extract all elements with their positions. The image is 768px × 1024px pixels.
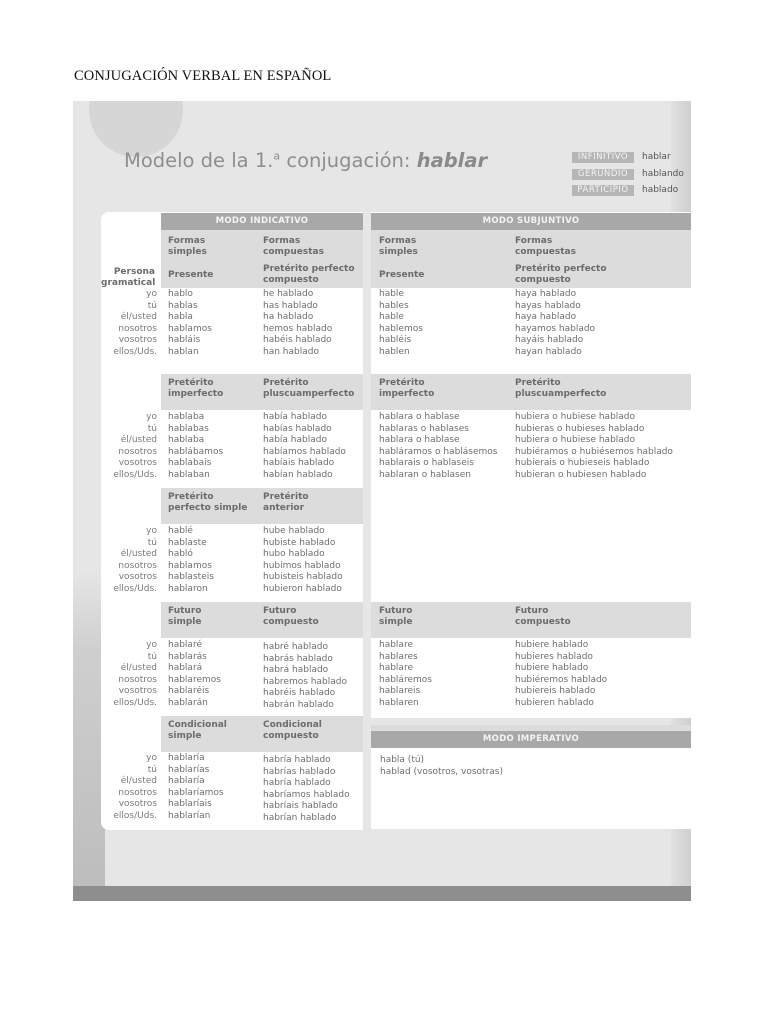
conjugation-compound: hayamos hablado	[515, 323, 596, 334]
pronoun: vosotros	[118, 458, 157, 468]
conjugation-compound: hubieras o hubieses hablado	[515, 423, 645, 434]
pronoun: vosotros	[118, 799, 157, 809]
conjugation-compound: hubiéremos hablado	[515, 674, 608, 685]
conjugation-compound: haya hablado	[515, 289, 577, 299]
conjugation-compound: había hablado	[263, 412, 327, 422]
pronoun: ellos/Uds.	[113, 583, 157, 594]
conjugation-compound: hubiste hablado	[263, 537, 336, 548]
conjugation-simple: hablaréis	[168, 686, 210, 696]
conjugation-simple: hablaba	[168, 412, 205, 422]
conjugation-simple: hablaste	[168, 537, 207, 548]
column-header-simple: Formas simples	[379, 236, 418, 257]
subjuntivo-header: MODO SUBJUNTIVO	[371, 213, 691, 230]
conjugation-simple: hablaron	[168, 583, 208, 594]
conjugation-simple: hablé	[168, 526, 193, 536]
conjugation-simple: hablasteis	[168, 572, 214, 582]
conjugation-simple: hablara o hablase	[379, 435, 460, 445]
conjugation-simple: hablaría	[168, 753, 205, 763]
form-label: PARTICIPIO	[572, 185, 634, 196]
conjugation-simple: hable	[379, 289, 404, 299]
conjugation-compound: habríamos hablado	[263, 789, 350, 800]
conjugation-simple: hablen	[379, 346, 410, 357]
pronoun: ellos/Uds.	[113, 810, 157, 821]
conjugation-compound: habría hablado	[263, 778, 331, 788]
conjugation-simple: hablares	[379, 651, 418, 662]
tense-label-simple: Pretérito perfecto simple	[168, 492, 248, 513]
conjugation-simple: hablare	[379, 640, 413, 650]
tense-label-compound: Condicional compuesto	[263, 720, 322, 741]
tense-label-simple: Presente	[379, 270, 425, 280]
pronoun: yo	[146, 526, 157, 536]
conjugation-compound: hubierais o hubieseis hablado	[515, 458, 650, 468]
conjugation-compound: habrían hablado	[263, 812, 337, 823]
pronoun: nosotros	[118, 787, 157, 798]
tense-label-compound: Futuro compuesto	[515, 606, 571, 627]
conjugation-compound: habrías hablado	[263, 766, 336, 777]
tense-label-simple: Pretérito imperfecto	[379, 378, 435, 399]
conjugation-compound: habremos hablado	[263, 676, 347, 687]
form-value: hablando	[642, 168, 684, 179]
conjugation-simple: hablaras o hablases	[379, 423, 469, 434]
conjugation-simple: habla	[168, 312, 193, 322]
conjugation-compound: hubieron hablado	[263, 583, 342, 594]
conjugation-simple: hablaré	[168, 640, 202, 650]
tense-label-simple: Pretérito imperfecto	[168, 378, 224, 399]
conjugation-simple: hablo	[168, 289, 193, 299]
conjugation-compound: habíais hablado	[263, 458, 335, 468]
conjugation-compound: hubiere hablado	[515, 640, 589, 650]
tense-label-compound: Pretérito perfecto compuesto	[263, 264, 355, 285]
conjugation-compound: hubimos hablado	[263, 560, 341, 571]
subjuntivo-panel	[371, 212, 691, 718]
conjugation-compound: hubo hablado	[263, 549, 325, 559]
conjugation-simple: hables	[379, 300, 409, 311]
model-verb: hablar	[416, 149, 488, 172]
conjugation-compound: ha hablado	[263, 312, 314, 322]
imperativo-header: MODO IMPERATIVO	[371, 731, 691, 748]
conjugation-simple: hablará	[168, 663, 203, 673]
page-title: CONJUGACIÓN VERBAL EN ESPAÑOL	[74, 68, 332, 84]
column-header-simple: Formas simples	[168, 236, 207, 257]
pronoun: nosotros	[118, 323, 157, 334]
column-header-compound: Formas compuestas	[515, 236, 576, 257]
conjugation-simple: hablaríamos	[168, 787, 224, 798]
form-value: hablar	[642, 152, 671, 162]
conjugation-compound: hayáis hablado	[515, 335, 584, 345]
conjugation-simple: hable	[379, 312, 404, 322]
model-title-sup: a	[273, 149, 281, 163]
conjugation-simple: hablaremos	[168, 674, 221, 685]
indicativo-header: MODO INDICATIVO	[161, 213, 363, 230]
model-title	[124, 149, 487, 172]
pronoun: nosotros	[118, 674, 157, 685]
conjugation-compound: hubisteis hablado	[263, 572, 343, 582]
pronoun: nosotros	[118, 446, 157, 457]
pronoun: él/usted	[120, 549, 157, 559]
persona-label: Persona gramatical	[101, 267, 156, 288]
pronoun: él/usted	[120, 312, 157, 322]
pronoun: él/usted	[120, 776, 157, 786]
pronoun: vosotros	[118, 572, 157, 582]
pronoun: él/usted	[120, 435, 157, 445]
conjugation-simple: hablarais o hablaseis	[379, 458, 474, 468]
conjugation-compound: hemos hablado	[263, 323, 333, 334]
imperativo-line: hablad (vosotros, vosotras)	[380, 767, 503, 777]
conjugation-compound: había hablado	[263, 435, 327, 445]
conjugation-simple: habléis	[379, 335, 412, 345]
conjugation-compound: habíamos hablado	[263, 446, 346, 457]
pronoun: tú	[147, 651, 157, 662]
conjugation-simple: hablaría	[168, 776, 205, 786]
tense-label-compound: Pretérito perfecto compuesto	[515, 264, 607, 285]
conjugation-compound: hubiéramos o hubiésemos hablado	[515, 446, 673, 457]
conjugation-compound: han hablado	[263, 346, 319, 357]
conjugation-simple: hablamos	[168, 560, 212, 571]
conjugation-simple: habláremos	[379, 674, 432, 685]
conjugation-compound: habías hablado	[263, 423, 332, 434]
form-label: INFINITIVO	[572, 152, 634, 163]
conjugation-compound: habré hablado	[263, 642, 328, 652]
conjugation-simple: hablarás	[168, 651, 207, 662]
imperativo-panel	[371, 725, 691, 829]
conjugation-simple: hablaríais	[168, 799, 212, 809]
pronoun: ellos/Uds.	[113, 697, 157, 708]
pronoun: tú	[147, 300, 157, 311]
pronoun: tú	[147, 537, 157, 548]
pronoun: vosotros	[118, 686, 157, 696]
pronoun: vosotros	[118, 335, 157, 345]
pronoun: tú	[147, 423, 157, 434]
conjugation-compound: has hablado	[263, 300, 318, 311]
conjugation-compound: hube hablado	[263, 526, 325, 536]
conjugation-simple: hablamos	[168, 323, 212, 334]
scanned-page	[73, 101, 691, 901]
tense-label-simple: Futuro simple	[168, 606, 202, 627]
form-value: hablado	[642, 185, 679, 195]
conjugation-simple: hablaren	[379, 697, 419, 708]
conjugation-simple: hablarías	[168, 764, 210, 775]
pronoun: yo	[146, 289, 157, 299]
conjugation-simple: hablara o hablase	[379, 412, 460, 422]
tense-label-compound: Pretérito pluscuamperfecto	[263, 378, 355, 399]
conjugation-simple: hablaban	[168, 469, 210, 480]
conjugation-simple: hablaran o hablasen	[379, 469, 471, 480]
conjugation-compound: haya hablado	[515, 312, 577, 322]
indicativo-panel	[101, 212, 363, 830]
conjugation-compound: hayas hablado	[515, 300, 581, 311]
conjugation-compound: hubiera o hubiese hablado	[515, 435, 636, 445]
conjugation-compound: hayan hablado	[515, 346, 582, 357]
conjugation-simple: hablas	[168, 300, 198, 311]
tense-label-compound: Pretérito anterior	[263, 492, 309, 513]
conjugation-simple: hablare	[379, 663, 413, 673]
conjugation-simple: habláis	[168, 335, 201, 345]
conjugation-simple: hablaba	[168, 435, 205, 445]
conjugation-compound: habían hablado	[263, 469, 333, 480]
conjugation-compound: hubiera o hubiese hablado	[515, 412, 636, 422]
conjugation-simple: hablarían	[168, 810, 211, 821]
form-label: GERUNDIO	[572, 169, 634, 180]
scan-bottom-edge	[73, 886, 691, 901]
conjugation-simple: hablarán	[168, 697, 208, 708]
conjugation-compound: habéis hablado	[263, 335, 332, 345]
pronoun: yo	[146, 412, 157, 422]
conjugation-compound: habréis hablado	[263, 688, 336, 698]
conjugation-compound: habríais hablado	[263, 801, 338, 811]
column-header-compound: Formas compuestas	[263, 236, 324, 257]
tense-label-simple: Futuro simple	[379, 606, 413, 627]
conjugation-compound: hubieran o hubiesen hablado	[515, 469, 647, 480]
conjugation-simple: habláramos o hablásemos	[379, 446, 498, 457]
conjugation-compound: habrán hablado	[263, 699, 334, 710]
model-title-mid: conjugación:	[280, 149, 417, 172]
conjugation-simple: habló	[168, 549, 193, 559]
conjugation-compound: hubiereis hablado	[515, 686, 596, 696]
pronoun: yo	[146, 640, 157, 650]
conjugation-simple: hablabas	[168, 423, 209, 434]
conjugation-compound: he hablado	[263, 289, 314, 299]
conjugation-simple: hablabais	[168, 458, 212, 468]
tense-label-simple: Presente	[168, 270, 214, 280]
tense-label-compound: Pretérito pluscuamperfecto	[515, 378, 607, 399]
conjugation-compound: hubiere hablado	[515, 663, 589, 673]
pronoun: él/usted	[120, 663, 157, 673]
conjugation-simple: hablareis	[379, 686, 421, 696]
imperativo-line: habla (tú)	[380, 755, 425, 765]
conjugation-compound: hubieres hablado	[515, 651, 593, 662]
conjugation-compound: habrás hablado	[263, 653, 333, 664]
pronoun: tú	[147, 764, 157, 775]
conjugation-compound: habrá hablado	[263, 665, 329, 675]
conjugation-compound: hubieren hablado	[515, 697, 594, 708]
tense-label-simple: Condicional simple	[168, 720, 227, 741]
model-title-prefix: Modelo de la 1.	[124, 149, 274, 172]
pronoun: ellos/Uds.	[113, 469, 157, 480]
conjugation-simple: hablemos	[379, 323, 423, 334]
conjugation-compound: habría hablado	[263, 755, 331, 765]
pronoun: nosotros	[118, 560, 157, 571]
pronoun: ellos/Uds.	[113, 346, 157, 357]
tense-label-compound: Futuro compuesto	[263, 606, 319, 627]
conjugation-simple: hablábamos	[168, 446, 224, 457]
conjugation-simple: hablan	[168, 346, 199, 357]
pronoun: yo	[146, 753, 157, 763]
